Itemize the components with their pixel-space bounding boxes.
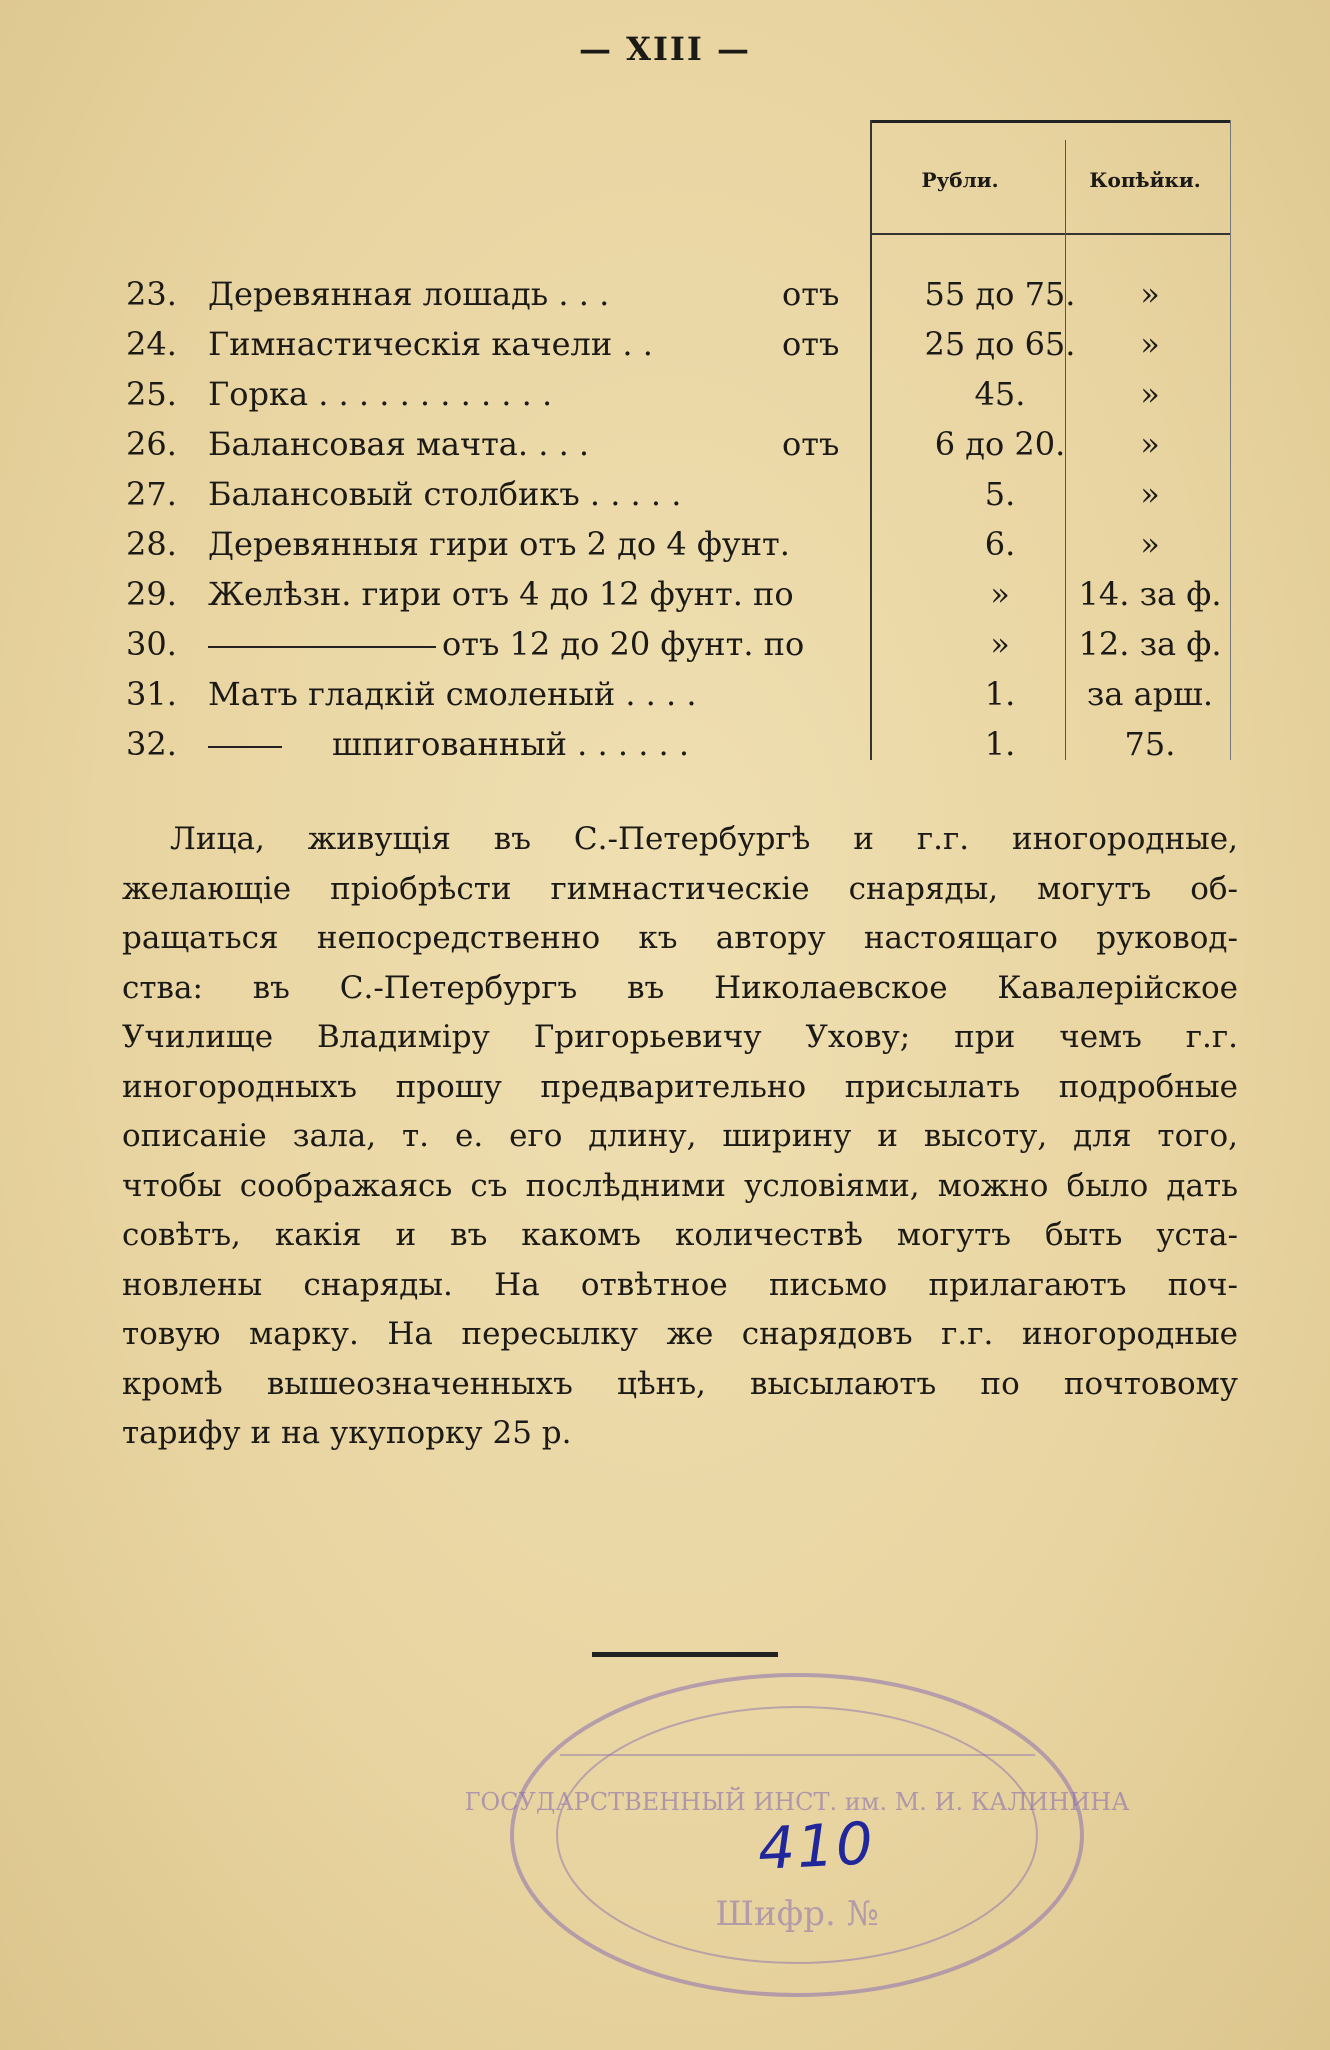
table-row [120, 575, 1240, 623]
text-line: кромѣ вышеозначенныхъ цѣнъ, высылаютъ по почтовому [122, 1365, 1238, 1402]
row-number: 27. [126, 475, 177, 513]
item-from: отъ [782, 275, 840, 313]
item-from: отъ [782, 425, 840, 463]
table-row [120, 275, 1240, 323]
row-number: 23. [126, 275, 177, 313]
price-kopecks: » [1140, 325, 1160, 363]
item-name: Желѣзн. гири отъ 4 до 12 фунт. по [208, 575, 794, 613]
header-kopecks: Копѣйки. [1089, 168, 1201, 192]
price-kopecks: » [1140, 275, 1160, 313]
text-line: новлены снаряды. На отвѣтное письмо прилагаютъ поч- [122, 1266, 1238, 1303]
price-kopecks: » [1140, 375, 1160, 413]
price-kopecks: 14. за ф. [1078, 575, 1222, 613]
handwritten-number: 410 [756, 1808, 877, 1884]
item-name: Деревянная лошадь . . . [208, 275, 610, 313]
price-rubles: 25 до 65. [924, 325, 1076, 363]
item-name [208, 625, 804, 663]
text-line: желающіе пріобрѣсти гимнастическіе снаряды, могутъ об- [122, 870, 1238, 907]
item-name-text: отъ 12 до 20 фунт. по [442, 625, 805, 663]
text-line: совѣтъ, какія и въ какомъ количествѣ могутъ быть уста- [122, 1217, 1238, 1253]
row-number: 31. [126, 675, 177, 713]
text-line: Лица, живущія въ С.-Петербургѣ и г.г. иногородные, [170, 821, 1238, 857]
item-name: Балансовый столбикъ . . . . . [208, 475, 682, 513]
price-rubles: 1. [984, 675, 1016, 713]
item-name-text: шпигованный . . . . . . [332, 725, 690, 763]
text-line: товую марку. На пересылку же снарядовъ г.г. иногородные [122, 1316, 1238, 1352]
ditto-dash [208, 746, 282, 748]
price-kopecks: » [1140, 425, 1160, 463]
page-number: — XIII — [578, 30, 751, 68]
price-kopecks: 12. за ф. [1078, 625, 1222, 663]
text-line: тарифу и на укупорку 25 р. [122, 1415, 572, 1451]
text-line: чтобы соображаясь съ послѣдними условіями, можно было дать [122, 1167, 1238, 1204]
price-rubles: 6 до 20. [934, 425, 1066, 463]
table-row [120, 625, 1240, 673]
stamp-cipher: Шифр. № [715, 1894, 879, 1934]
price-rubles: 55 до 75. [924, 275, 1076, 313]
price-kopecks: » [1140, 475, 1160, 513]
table-row [120, 675, 1240, 723]
text-line: описаніе зала, т. е. его длину, ширину и высоту, для того, [122, 1118, 1238, 1154]
price-rubles: » [990, 625, 1010, 663]
table-row [120, 475, 1240, 523]
item-name: Горка . . . . . . . . . . . . [208, 375, 553, 413]
row-number: 28. [126, 525, 177, 563]
price-kopecks: 75. [1124, 725, 1176, 763]
item-name: Балансовая мачта. . . . [208, 425, 590, 463]
row-number: 30. [126, 625, 177, 663]
item-name: Деревянныя гири отъ 2 до 4 фунт. [208, 525, 790, 563]
price-rubles: 45. [974, 375, 1026, 413]
text-line: ства: въ С.-Петербургъ въ Николаевское Кавалерійское [122, 969, 1238, 1006]
price-rubles: 6. [984, 525, 1016, 563]
table-row [120, 375, 1240, 423]
row-number: 29. [126, 575, 177, 613]
table-header [870, 120, 1230, 235]
price-rubles: » [990, 575, 1010, 613]
text-line: ращаться непосредственно къ автору настоящаго руковод- [122, 920, 1238, 956]
price-kopecks: » [1140, 525, 1160, 563]
price-rubles: 1. [984, 725, 1016, 763]
item-name [208, 725, 689, 763]
price-table [120, 120, 1240, 770]
row-number: 32. [126, 725, 177, 763]
table-row [120, 725, 1240, 773]
text-line: иногородныхъ прошу предварительно присылать подробные [122, 1068, 1238, 1105]
row-number: 25. [126, 375, 177, 413]
row-number: 26. [126, 425, 177, 463]
row-number: 24. [126, 325, 177, 363]
price-rubles: 5. [984, 475, 1016, 513]
item-from: отъ [782, 325, 840, 363]
item-name: Гимнастическія качели . . [208, 325, 653, 363]
divider-rule [592, 1652, 778, 1657]
price-kopecks: за арш. [1086, 675, 1214, 713]
table-row [120, 325, 1240, 373]
ditto-dash [208, 646, 436, 648]
text-line: Училище Владиміру Григорьевичу Ухову; при чемъ г.г. [122, 1019, 1238, 1055]
table-row [120, 425, 1240, 473]
header-rubles: Рубли. [921, 168, 999, 192]
item-name: Матъ гладкій смоленый . . . . [208, 675, 697, 713]
notice-paragraph [122, 815, 1238, 1459]
table-row [120, 525, 1240, 573]
stamp-text: ГОСУДАРСТВЕННЫЙ ИНСТ. им. М. И. КАЛИНИНА [464, 1788, 1130, 1816]
